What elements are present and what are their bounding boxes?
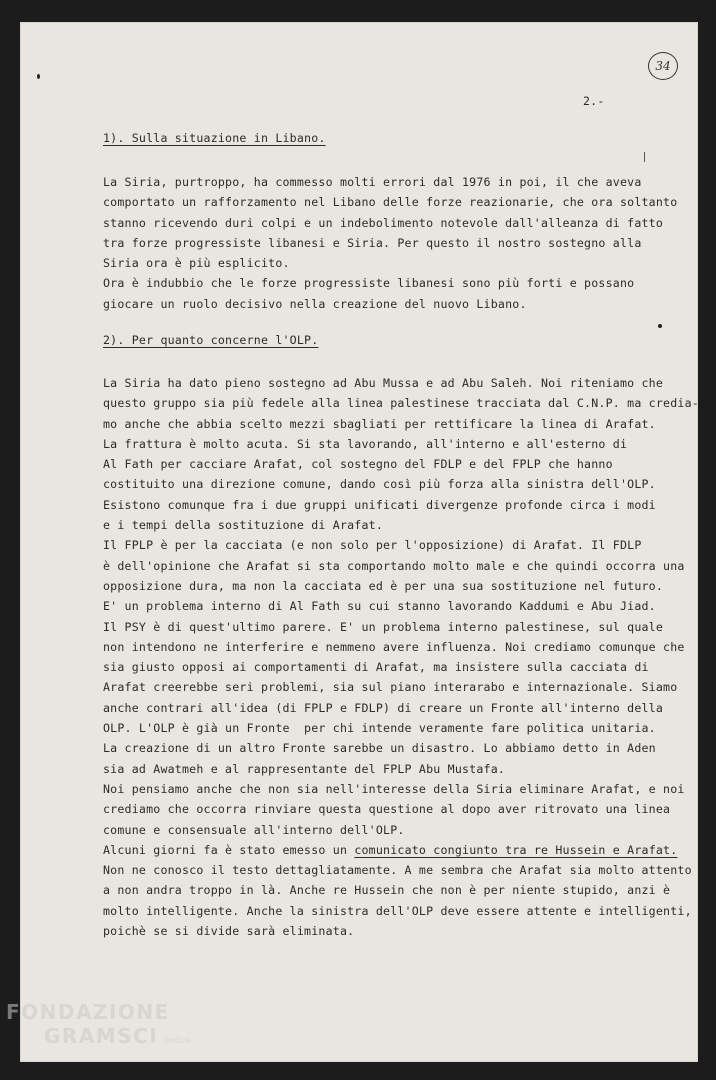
- text-line: comportato un rafforzamento nel Libano delle forze reazionarie, che ora soltanto: [103, 195, 678, 210]
- text-line: La frattura è molto acuta. Si sta lavorando, all'interno e all'esterno di: [103, 436, 628, 451]
- text-line: Al Fath per cacciare Arafat, col sostegno del FDLP e del FPLP che hanno: [103, 457, 613, 472]
- text-line: questo gruppo sia più fedele alla linea palestinese tracciata dal C.N.P. ma credia-: [103, 396, 699, 411]
- text-line: Ora è indubbio che le forze progressiste libanesi sono più forti e possano: [103, 276, 635, 291]
- section-2-heading: 2). Per quanto concerne l'OLP.: [103, 333, 319, 347]
- text-line: Alcuni giorni fa è stato emesso un comunicato congiunto tra re Hussein e Arafat.: [103, 842, 678, 857]
- document-page: [20, 22, 698, 1062]
- watermark-suffix: onlus: [164, 1036, 191, 1046]
- text-line: è dell'opinione che Arafat si sta comportando molto male e che quindi occorra una: [103, 558, 685, 573]
- watermark-line-2: GRAMSCI: [44, 1024, 159, 1048]
- text-line: La Siria, purtroppo, ha commesso molti errori dal 1976 in poi, il che aveva: [103, 175, 642, 189]
- watermark-line-1: FONDAZIONE: [6, 1000, 170, 1024]
- text-line: Arafat creerebbe seri problemi, sia sul piano interarabo e internazionale. Siamo: [103, 680, 678, 695]
- text-line: La creazione di un altro Fronte sarebbe un disastro. Lo abbiamo detto in Aden: [103, 741, 656, 756]
- binding-hole-mark: [37, 74, 40, 79]
- section-1-heading: 1). Sulla situazione in Libano.: [103, 131, 326, 145]
- margin-dot: [658, 324, 662, 328]
- text-line: tra forze progressiste libanesi e Siria. Per questo il nostro sostegno alla: [103, 235, 642, 250]
- text-line: molto intelligente. Anche la sinistra dell'OLP deve essere attente e intelligenti,: [103, 903, 692, 918]
- text-line: poichè se si divide sarà eliminata.: [103, 924, 355, 939]
- text-line: comune e consensuale all'interno dell'OLP.: [103, 822, 405, 837]
- underlined-phrase: comunicato congiunto tra re Hussein e Arafat.: [354, 842, 678, 857]
- text-line: e i tempi della sostituzione di Arafat.: [103, 518, 384, 533]
- text-line: costituito una direzione comune, dando così più forza alla sinistra dell'OLP.: [103, 477, 656, 492]
- section-1-body: [103, 172, 677, 314]
- text-line: Il FPLP è per la cacciata (e non solo per l'opposizione) di Arafat. Il FDLP: [103, 538, 642, 553]
- text-line: crediamo che occorra rinviare questa questione al dopo aver ritrovato una linea: [103, 802, 671, 817]
- text-line: Il PSY è di quest'ultimo parere. E' un problema interno palestinese, sul quale: [103, 619, 664, 634]
- text-line: stanno ricevendo duri colpi e un indebolimento notevole dall'alleanza di fatto: [103, 215, 664, 230]
- text-line: sia giusto opposi ai comportamenti di Arafat, ma insistere sulla cacciata di: [103, 660, 649, 675]
- text-line: giocare un ruolo decisivo nella creazione del nuovo Libano.: [103, 296, 527, 311]
- text-line: mo anche che abbia scelto mezzi sbagliati per rettificare la linea di Arafat.: [103, 416, 656, 431]
- text-line: sia ad Awatmeh e al rappresentante del FPLP Abu Mustafa.: [103, 761, 506, 776]
- text-line: non intendono ne interferire e nemmeno avere influenza. Noi crediamo comunque che: [103, 639, 685, 654]
- text-line: Esistono comunque fra i due gruppi unificati divergenze profonde circa i modi: [103, 497, 656, 512]
- text-line: anche contrari all'idea (di FPLP e FDLP) di creare un Fronte all'interno della: [103, 700, 664, 715]
- text-line: E' un problema interno di Al Fath su cui stanno lavorando Kaddumi e Abu Jiad.: [103, 599, 656, 614]
- text-line: Siria ora è più esplicito.: [103, 256, 290, 271]
- margin-tick: [644, 152, 645, 162]
- text-line: Noi pensiamo anche che non sia nell'interesse della Siria eliminare Arafat, e noi: [103, 781, 685, 796]
- text-line: opposizione dura, ma non la cacciata ed è per una sua sostituzione nel futuro.: [103, 578, 664, 593]
- archive-watermark: [6, 1000, 191, 1053]
- text-line: a non andra troppo in là. Anche re Hussein che non è per niente stupido, anzi è: [103, 883, 671, 898]
- text-line: Non ne conosco il testo dettagliatamente. A me sembra che Arafat sia molto attento: [103, 863, 692, 878]
- section-2-body: [103, 373, 699, 941]
- text-line: La Siria ha dato pieno sostegno ad Abu Mussa e ad Abu Saleh. Noi riteniamo che: [103, 376, 664, 390]
- page-number: 2.-: [583, 94, 605, 108]
- page-stamp: 34: [648, 52, 678, 80]
- text-line: OLP. L'OLP è già un Fronte per chi intende veramente fare politica unitaria.: [103, 721, 656, 736]
